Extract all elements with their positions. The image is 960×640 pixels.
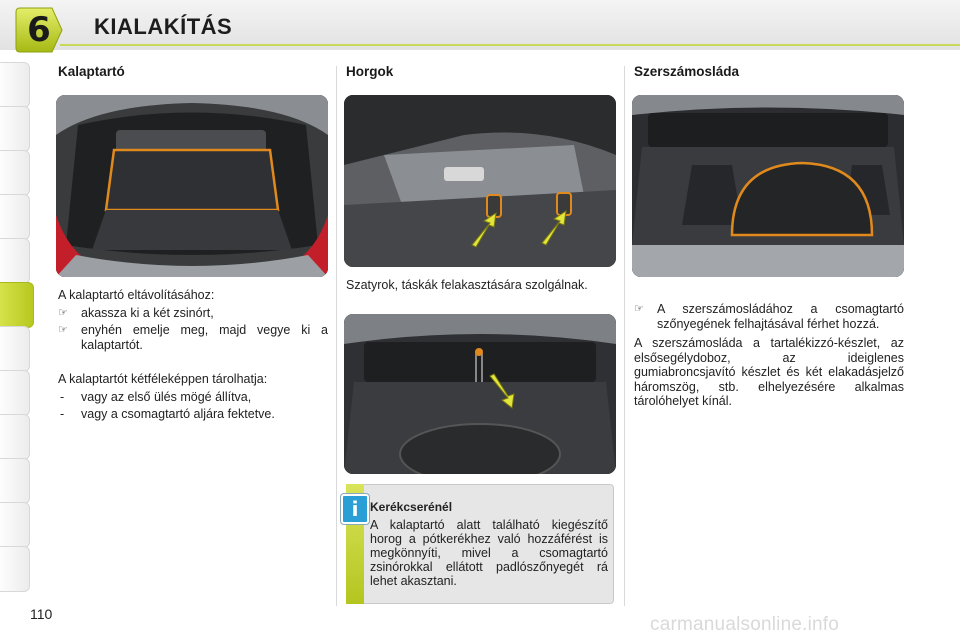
chapter-tab-4[interactable] <box>0 194 30 240</box>
section-heading-hooks: Horgok <box>346 64 394 79</box>
parcel-shelf-photo <box>56 95 328 277</box>
list-item-text: enyhén emelje meg, majd vegye ki a kalaptartót. <box>81 323 328 352</box>
list-item <box>58 390 328 405</box>
parcel-shelf-removal-text <box>58 288 328 355</box>
list-item-text: vagy a csomagtartó aljára fektetve. <box>81 407 275 421</box>
chapter-tab-10[interactable] <box>0 458 30 504</box>
chapter-tab-11[interactable] <box>0 502 30 548</box>
hooks-trunk-photo <box>344 314 616 474</box>
section-heading-toolbox: Szerszámosláda <box>634 64 740 79</box>
chapter-tab-8[interactable] <box>0 370 30 416</box>
dash-mark: - <box>60 389 65 404</box>
info-box-title: Kerékcserénél <box>370 500 453 514</box>
toolbox-access-text <box>634 302 904 334</box>
column-divider <box>336 66 337 606</box>
chapter-tab-9[interactable] <box>0 414 30 460</box>
removal-intro: A kalaptartó eltávolításához: <box>58 288 215 302</box>
section-heading-parcel-shelf: Kalaptartó <box>58 64 125 79</box>
chapter-tabs <box>0 62 34 582</box>
column-divider <box>624 66 625 606</box>
chapter-tab-7[interactable] <box>0 326 30 372</box>
page-number: 110 <box>30 606 53 622</box>
list-item <box>58 306 328 321</box>
list-item-text: A szerszámosládához a csomagtartó szőnyegének felhajtásával férhet hozzá. <box>657 302 904 331</box>
info-icon: i <box>341 494 369 524</box>
pointing-hand-icon: ☞ <box>634 303 644 315</box>
dash-mark: - <box>60 407 65 421</box>
chapter-tab-5[interactable] <box>0 238 30 284</box>
parcel-shelf-storage-text <box>58 372 328 425</box>
list-item-text: akassza ki a két zsinórt, <box>81 305 214 320</box>
list-item <box>58 323 328 352</box>
chapter-tab-2[interactable] <box>0 106 30 152</box>
list-item-text: vagy az első ülés mögé állítva, <box>81 389 252 404</box>
chapter-tab-6[interactable] <box>0 282 34 328</box>
chapter-tab-12[interactable] <box>0 546 30 592</box>
toolbox-photo <box>632 95 904 277</box>
hooks-description: Szatyrok, táskák felakasztására szolgálnak. <box>346 278 588 292</box>
list-item <box>58 407 328 422</box>
info-box-text: A kalaptartó alatt található kiegészítő horog a pótkerékhez való hozzáférést is megkönnyíti, mivel a csomagtartó zsinórokkal ellátott padlószőnyegét rá lehet akasztani. <box>370 518 608 588</box>
chapter-title: KIALAKÍTÁS <box>94 14 233 39</box>
list-item <box>634 302 904 331</box>
pointing-hand-icon: ☞ <box>58 306 68 319</box>
chapter-tab-3[interactable] <box>0 150 30 196</box>
title-underline <box>60 44 960 46</box>
hooks-photo <box>344 95 616 267</box>
chapter-tab-1[interactable] <box>0 62 30 108</box>
toolbox-description: A szerszámosláda a tartalékizzó-készlet, az elsősegélydoboz, az ideiglenes gumiabroncsjavító készlet és két elakadásjelző háromszög, stb. elhelyezésére alkalmas tárolóhelyet kínál. <box>634 336 904 408</box>
storage-intro: A kalaptartót kétféleképpen tárolhatja: <box>58 372 268 386</box>
watermark: carmanualsonline.info <box>650 614 840 635</box>
pointing-hand-icon: ☞ <box>58 324 68 336</box>
chapter-number: 6 <box>27 10 51 50</box>
